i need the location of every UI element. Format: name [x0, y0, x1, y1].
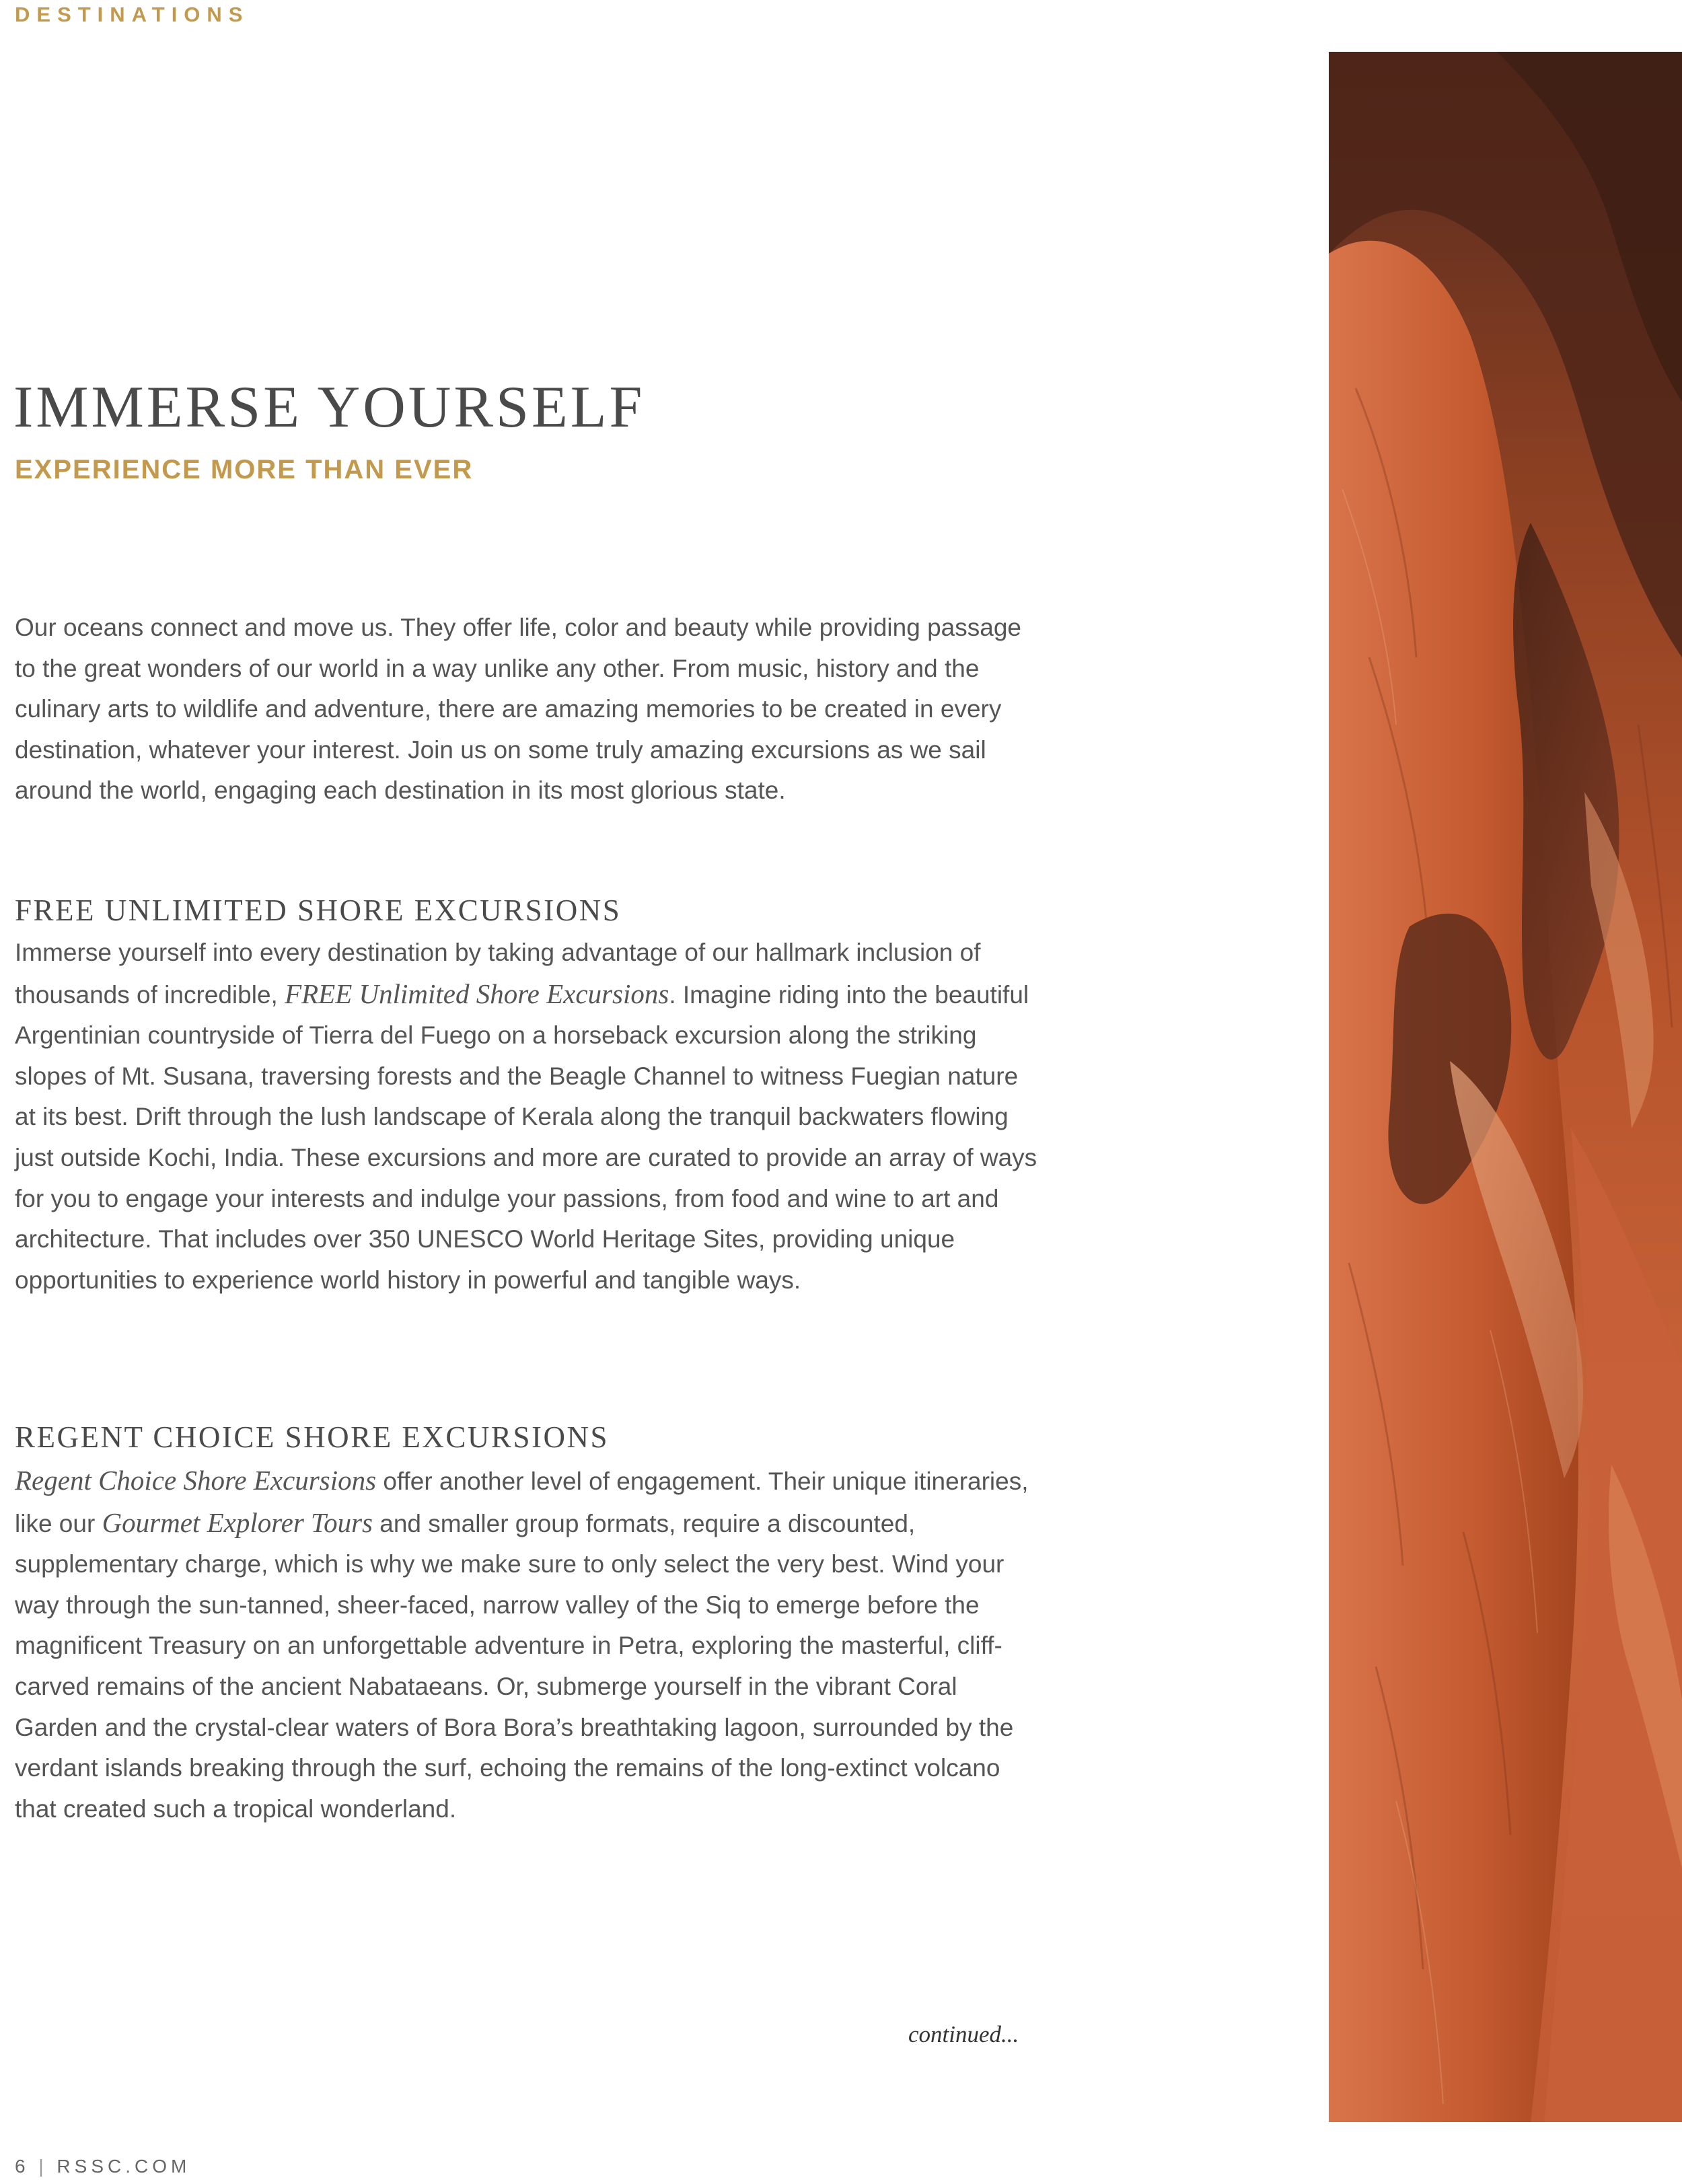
- free-excursions-heading: FREE UNLIMITED SHORE EXCURSIONS: [15, 894, 622, 927]
- regent-choice-emphasis-2: Gourmet Explorer Tours: [102, 1506, 373, 1538]
- free-excursions-text-2: . Imagine riding into the beautiful Argentinian countryside of Tierra del Fuego on a horseback excursion along the striking slopes of Mt. Susana, traversing forests and the Beagle Channel to witness Fuegian nature at its best. Drift through the lush landscape of Kerala along the tranquil backwaters flowing just outside Kochi, India. These excursions and more are curated to provide an array of ways for you to engage your interests and indulge your passions, from food and wine to art and architecture. That includes over 350 UNESCO World Heritage Sites, providing unique opportunities to experience world history in powerful and tangible ways.: [15, 980, 1037, 1294]
- free-excursions-paragraph: [15, 933, 1037, 1301]
- section-label: DESTINATIONS: [15, 3, 250, 26]
- free-excursions-emphasis: FREE Unlimited Shore Excursions: [285, 978, 669, 1009]
- intro-paragraph: Our oceans connect and move us. They offer life, color and beauty while providing passage to the great wonders of our world in a way unlike any other. From music, history and the culinary arts to wildlife and adventure, there are amazing memories to be created in every destination, whatever your interest. Join us on some truly amazing excursions as we sail around the world, engaging each destination in its most glorious state.: [15, 614, 1021, 805]
- continued-note: continued...: [908, 2021, 1019, 2047]
- regent-choice-paragraph: [15, 1460, 1037, 1829]
- red-sandstone-cliff-photo: [1329, 52, 1682, 2122]
- page-subtitle: EXPERIENCE MORE THAN EVER: [15, 455, 474, 484]
- regent-choice-text-1: offer another level of engagement. Their unique itineraries, like our: [15, 1467, 1029, 1537]
- regent-choice-emphasis-1: Regent Choice Shore Excursions: [15, 1465, 377, 1496]
- footer-separator: |: [38, 2156, 48, 2177]
- page-number: 6: [15, 2156, 30, 2177]
- regent-choice-text-2: and smaller group formats, require a discounted, supplementary charge, which is why we make sure to only select the very best. Wind your way through the sun-tanned, sheer-faced, narrow valley of the Siq to emerge before the magnificent Treasury on an unforgettable adventure in Petra, exploring the masterful, cliff-carved remains of the ancient Nabataeans. Or, submerge yourself in the vibrant Coral Garden and the crystal-clear waters of Bora Bora’s breathtaking lagoon, surrounded by the verdant islands breaking through the surf, echoing the remains of the long-extinct volcano that created such a tropical wonderland.: [15, 1509, 1014, 1823]
- cliff-photo-illustration: [1329, 52, 1682, 2122]
- free-excursions-text-1: Immerse yourself into every destination by taking advantage of our hallmark inclusion of thousands of incredible,: [15, 939, 981, 1009]
- regent-choice-heading: REGENT CHOICE SHORE EXCURSIONS: [15, 1420, 609, 1454]
- page-title: IMMERSE YOURSELF: [13, 375, 645, 440]
- page-footer: [15, 2153, 190, 2180]
- footer-site: RSSC.COM: [57, 2156, 191, 2177]
